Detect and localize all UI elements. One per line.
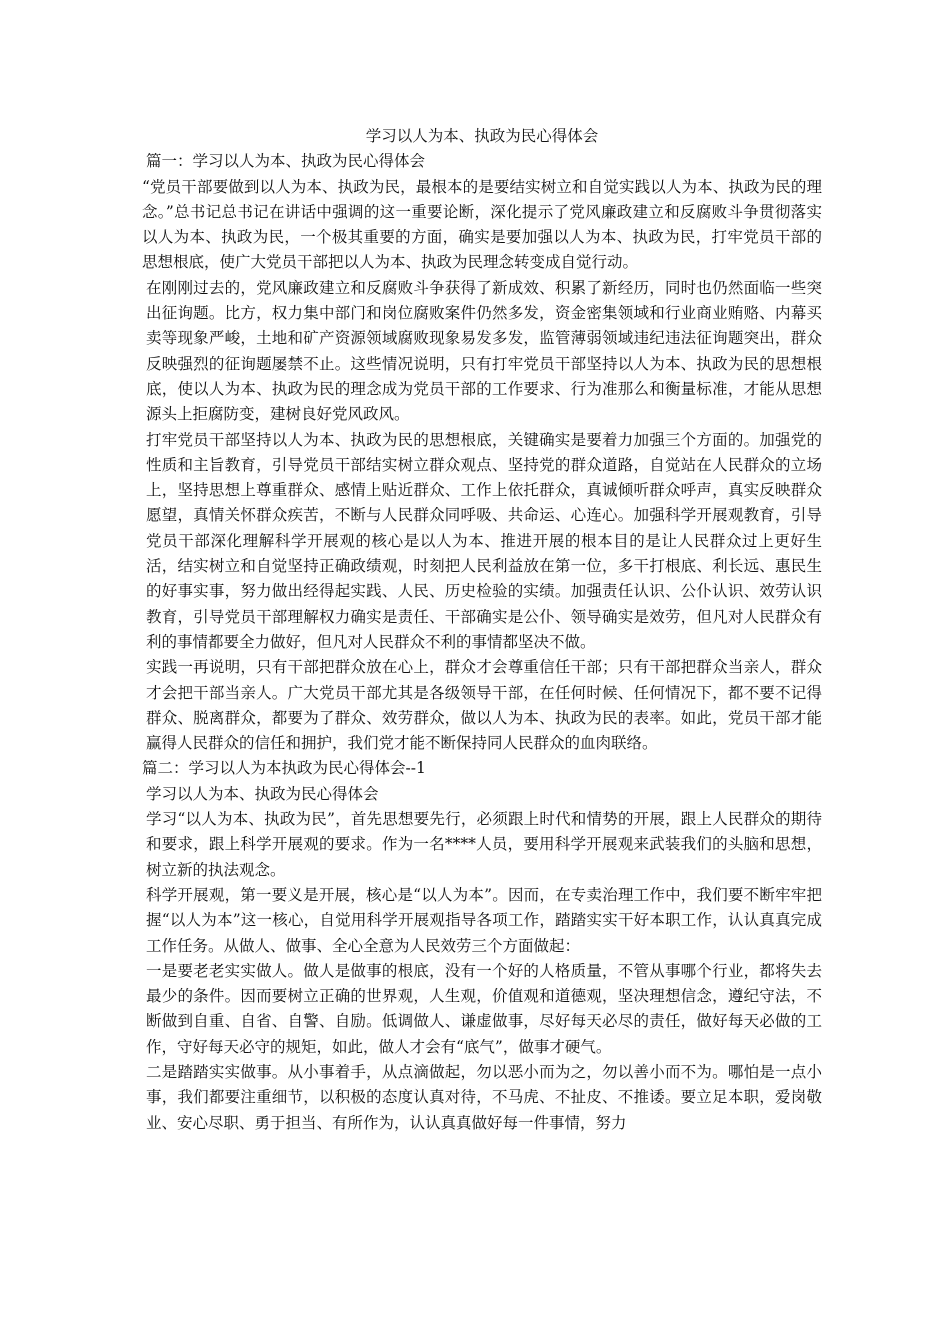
paragraph: 二是踏踏实实做事。从小事着手，从点滴做起，勿以恶小而为之，勿以善小而不为。哪怕是一点小事，我们都要注重细节，以积极的态度认真对待，不马虎、不扯皮、不推诿。要立足本职，爱岗敬业、安心尽职、勇于担当、有所作为，认认真真做好每一件事情，努力 [146,1062,822,1132]
document-page [142,124,822,1136]
paragraph: 一是要老老实实做人。做人是做事的根底，没有一个好的人格质量，不管从事哪个行业，都将失去最少的条件。因而要树立正确的世界观，人生观，价值观和道德观，坚决理想信念，遵纪守法，不断做到自重、自省、自警、自励。低调做人、谦虚做事，尽好每天必尽的责任，做好每天必做的工作，守好每天必守的规矩，如此，做人才会有“底气”，做事才硬气。 [146,961,822,1056]
paragraph: 实践一再说明，只有干部把群众放在心上，群众才会尊重信任干部；只有干部把群众当亲人，群众才会把干部当亲人。广大党员干部尤其是各级领导干部，在任何时候、任何情况下，都不要不记得群众、脱离群众，都要为了群众、效劳群众，做以人为本、执政为民的表率。如此，党员干部才能赢得人民群众的信任和拥护，我们党才能不断保持同人民群众的血肉联络。 [146,658,822,753]
section-heading-1: 篇一：学习以人为本、执政为民心得体会 [146,152,426,171]
paragraph: “党员干部要做到以人为本、执政为民，最根本的是要结实树立和自觉实践以人为本、执政为民的理念。”总书记总书记在讲话中强调的这一重要论断，深化提示了党风廉政建立和反腐败斗争贯彻落实以人为本、执政为民，一个极其重要的方面，确实是要加强以人为本、执政为民，打牢党员干部的思想根底，使广大党员干部把以人为本、执政为民理念转变成自觉行动。 [142,177,822,272]
paragraph: 学习“以人为本、执政为民”，首先思想要先行，必须跟上时代和情势的开展，跟上人民群众的期待和要求，跟上科学开展观的要求。作为一名****人员，要用科学开展观来武装我们的头脑和思想，树立新的执法观念。 [146,810,822,879]
paragraph: 在刚刚过去的，党风廉政建立和反腐败斗争获得了新成效、积累了新经历，同时也仍然面临一些突出征询题。比方，权力集中部门和岗位腐败案件仍然多发，资金密集领域和行业商业贿赂、内幕买卖等现象严峻，土地和矿产资源领域腐败现象易发多发，监管薄弱领域违纪违法征询题突出，群众反映强烈的征询题屡禁不止。这些情况说明，只有打牢党员干部坚持以人为本、执政为民的思想根底，使以人为本、执政为民的理念成为党员干部的工作要求、行为准那么和衡量标准，才能从思想源头上拒腐防变，建树良好党风政风。 [146,278,822,424]
paragraph: 科学开展观，第一要义是开展，核心是“以人为本”。因而，在专卖治理工作中，我们要不断牢牢把握“以人为本”这一核心，自觉用科学开展观指导各项工作，踏踏实实干好本职工作，认认真真完成工作任务。从做人、做事、全心全意为人民效劳三个方面做起： [146,885,822,955]
section-subheading: 学习以人为本、执政为民心得体会 [146,784,379,803]
section-heading-2: 篇二：学习以人为本执政为民心得体会--1 [142,759,426,778]
document-title: 学习以人为本、执政为民心得体会 [365,127,599,145]
paragraph: 打牢党员干部坚持以人为本、执政为民的思想根底，关键确实是要着力加强三个方面的。加强党的性质和主旨教育，引导党员干部结实树立群众观点、坚持党的群众道路，自觉站在人民群众的立场上，坚持思想上尊重群众、感情上贴近群众、工作上依托群众，真诚倾听群众呼声，真实反映群众愿望，真情关怀群众疾苦，不断与人民群众同呼吸、共命运、心连心。加强科学开展观教育，引导党员干部深化理解科学开展观的核心是以人为本、推进开展的根本目的是让人民群众过上更好生活，结实树立和自觉坚持正确政绩观，时刻把人民利益放在第一位，多干打根底、利长远、惠民生的好事实事，努力做出经得起实践、人民、历史检验的实绩。加强责任认识、公仆认识、效劳认识教育，引导党员干部理解权力确实是责任、干部确实是公仆、领导确实是效劳，但凡对人民群众有利的事情都要全力做好，但凡对人民群众不利的事情都坚决不做。 [146,430,822,651]
